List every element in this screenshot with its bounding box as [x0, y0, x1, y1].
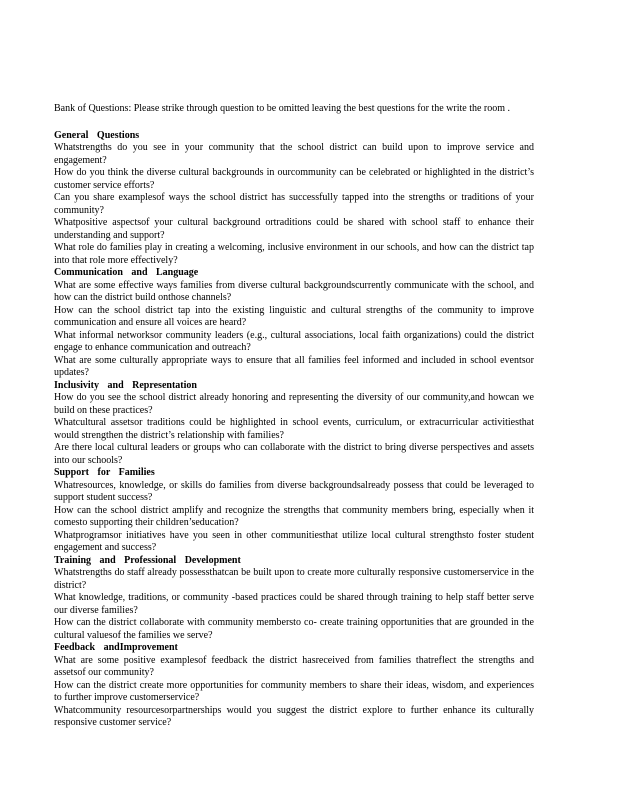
- question-item: Can you share examplesof ways the school district has successfully tapped into the strengths or traditions of your community?: [54, 192, 534, 216]
- question-item: How can the district create more opportunities for community members to share their ideas, wisdom, and experiences to further improve customerservice?: [54, 679, 534, 703]
- section-title: Support for Families: [54, 467, 155, 478]
- intro-paragraph: Bank of Questions: Please strike through question to be omitted leaving the best questions for the write the room .: [54, 103, 511, 114]
- section-communication-language: [54, 267, 534, 380]
- question-item: Whatcultural assetsor traditions could be highlighted in school events, curriculum, or extracurricular activitiesthat would strengthen the district’s relationship with families?: [54, 417, 534, 441]
- question-item: Whatstrengths do staff already possessthatcan be built upon to create more culturally responsive customerservice in the district?: [54, 567, 534, 591]
- document-page: [54, 103, 534, 730]
- section-title: Feedback andImprovement: [54, 642, 178, 653]
- question-item: Whatresources, knowledge, or skills do families from diverse backgroundsalready possess that could be leveraged to support student success?: [54, 479, 534, 503]
- question-item: Whatcommunity resourcesorpartnerships would you suggest the district explore to further enhance its culturally responsive customer service?: [54, 704, 534, 728]
- question-item: Whatprogramsor initiatives have you seen in other communitiesthat utilize local cultural strengthsto foster student engagement and success?: [54, 529, 534, 553]
- section-title: Communication and Language: [54, 267, 199, 278]
- section-support-families: [54, 467, 534, 555]
- question-item: What knowledge, traditions, or community -based practices could be shared through training to help staff better serve our diverse families?: [54, 592, 534, 616]
- question-item: Whatpositive aspectsof your cultural background ortraditions could be shared with school staff to enhance their understanding and support?: [54, 217, 534, 241]
- section-title: Inclusivity and Representation: [54, 379, 197, 391]
- question-item: What are some positive examplesof feedback the district hasreceived from families thatreflect the strengths and assetsof our community?: [54, 654, 534, 678]
- question-item: How do you think the diverse cultural backgrounds in ourcommunity can be celebrated or highlighted in the district’s customer service efforts?: [54, 167, 534, 191]
- question-item: How can the district collaborate with community membersto co- create training opportunities that are grounded in the cultural valuesof the families we serve?: [54, 617, 534, 641]
- section-title: General Questions: [54, 129, 140, 141]
- section-inclusivity-representation: [54, 380, 534, 468]
- section-training-development: [54, 555, 534, 643]
- question-item: Are there local cultural leaders or groups who can collaborate with the district to bring diverse perspectives and assets into our schools?: [54, 442, 534, 466]
- question-item: What informal networksor community leaders (e.g., cultural associations, local faith organizations) could the district engage to enhance communication and outreach?: [54, 329, 534, 353]
- question-item: How do you see the school district already honoring and representing the diversity of our community,and howcan we build on these practices?: [54, 392, 534, 416]
- question-item: What are some culturally appropriate ways to ensure that all families feel informed and included in school eventsor updates?: [54, 354, 534, 378]
- question-item: How can the school district amplify and recognize the strengths that community members bring, especially when it comesto supporting their children’seducation?: [54, 504, 534, 528]
- question-item: What are some effective ways families from diverse cultural backgroundscurrently communicate with the school, and how can the district build onthose channels?: [54, 279, 534, 303]
- section-general-questions: [54, 130, 534, 268]
- section-title: Training and Professional Development: [54, 554, 241, 566]
- section-feedback-improvement: [54, 642, 534, 730]
- question-item: How can the school district tap into the existing linguistic and cultural strengths of the community to improve communication and ensure all voices are heard?: [54, 304, 534, 328]
- question-item: What role do families play in creating a welcoming, inclusive environment in our schools, and how can the district tap into that role more effectively?: [54, 242, 534, 266]
- question-item: Whatstrengths do you see in your community that the school district can build upon to improve service and engagement?: [54, 142, 534, 166]
